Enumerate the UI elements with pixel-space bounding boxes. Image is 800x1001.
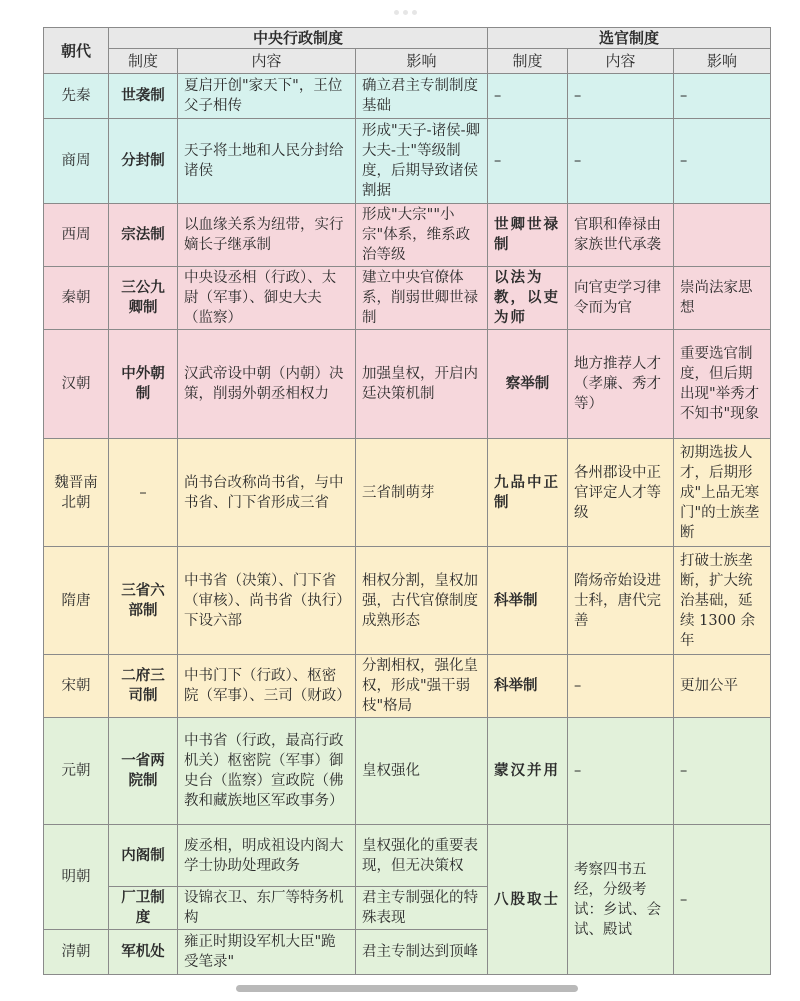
content-cell: 中书门下（行政）、枢密院（军事）、三司（财政） bbox=[178, 655, 356, 718]
sel-impact-cell: – bbox=[674, 825, 771, 975]
sel-impact-cell: – bbox=[674, 74, 771, 119]
sel-content-cell: – bbox=[568, 655, 674, 718]
dynasty-cell: 清朝 bbox=[44, 930, 109, 975]
header-official-selection: 选官制度 bbox=[488, 28, 771, 49]
header-sel-content: 内容 bbox=[568, 49, 674, 74]
system-cell: 三省六部制 bbox=[109, 547, 178, 655]
page-dot[interactable] bbox=[394, 10, 399, 15]
page-indicator bbox=[394, 10, 417, 15]
history-systems-table bbox=[43, 27, 771, 975]
sel-impact-cell: 崇尚法家思想 bbox=[674, 267, 771, 330]
table-row bbox=[44, 439, 771, 547]
impact-cell: 君主专制强化的特殊表现 bbox=[356, 887, 488, 930]
table-row bbox=[44, 119, 771, 204]
content-cell: 天子将土地和人民分封给诸侯 bbox=[178, 119, 356, 204]
sel-system-cell: 世卿世禄制 bbox=[488, 204, 568, 267]
impact-cell: 建立中央官僚体系，削弱世卿世禄制 bbox=[356, 267, 488, 330]
sel-content-cell: – bbox=[568, 74, 674, 119]
dynasty-cell: 商周 bbox=[44, 119, 109, 204]
impact-cell: 三省制萌芽 bbox=[356, 439, 488, 547]
sel-system-cell: 以法为教，以吏为师 bbox=[488, 267, 568, 330]
sel-impact-cell: – bbox=[674, 119, 771, 204]
content-cell: 尚书台改称尚书省，与中书省、门下省形成三省 bbox=[178, 439, 356, 547]
dynasty-cell: 秦朝 bbox=[44, 267, 109, 330]
sel-content-cell: 考察四书五经，分级考试：乡试、会试、殿试 bbox=[568, 825, 674, 975]
page-dot[interactable] bbox=[403, 10, 408, 15]
system-cell: 分封制 bbox=[109, 119, 178, 204]
header-central-admin: 中央行政制度 bbox=[109, 28, 488, 49]
sel-content-cell: 各州郡设中正官评定人才等级 bbox=[568, 439, 674, 547]
sel-impact-cell: – bbox=[674, 718, 771, 825]
header-system: 制度 bbox=[109, 49, 178, 74]
sel-impact-cell bbox=[674, 204, 771, 267]
sel-content-cell: 向官吏学习律令而为官 bbox=[568, 267, 674, 330]
dynasty-cell: 先秦 bbox=[44, 74, 109, 119]
content-cell: 汉武帝设中朝（内朝）决策，削弱外朝丞相权力 bbox=[178, 330, 356, 439]
impact-cell: 形成"大宗""小宗"体系，维系政治等级 bbox=[356, 204, 488, 267]
dynasty-cell: 魏晋南北朝 bbox=[44, 439, 109, 547]
impact-cell: 君主专制达到顶峰 bbox=[356, 930, 488, 975]
table-row bbox=[44, 330, 771, 439]
sel-content-cell: 地方推荐人才（孝廉、秀才等） bbox=[568, 330, 674, 439]
header-dynasty: 朝代 bbox=[44, 28, 109, 74]
system-cell: 军机处 bbox=[109, 930, 178, 975]
sel-content-cell: 官职和俸禄由家族世代承袭 bbox=[568, 204, 674, 267]
dynasty-cell: 元朝 bbox=[44, 718, 109, 825]
system-cell: 二府三司制 bbox=[109, 655, 178, 718]
table-row bbox=[44, 547, 771, 655]
dynasty-cell: 宋朝 bbox=[44, 655, 109, 718]
system-cell: 三公九卿制 bbox=[109, 267, 178, 330]
sel-system-cell: – bbox=[488, 74, 568, 119]
sel-impact-cell: 重要选官制度，但后期出现"举秀才不知书"现象 bbox=[674, 330, 771, 439]
sel-content-cell: 隋炀帝始设进士科，唐代完善 bbox=[568, 547, 674, 655]
content-cell: 中央设丞相（行政）、太尉（军事）、御史大夫（监察） bbox=[178, 267, 356, 330]
impact-cell: 加强皇权，开启内廷决策机制 bbox=[356, 330, 488, 439]
table-row bbox=[44, 74, 771, 119]
content-cell: 中书省（行政，最高行政机关）枢密院（军事）御史台（监察）宣政院（佛教和藏族地区军政事务） bbox=[178, 718, 356, 825]
content-cell: 中书省（决策）、门下省（审核）、尚书省（执行）下设六部 bbox=[178, 547, 356, 655]
system-cell: 宗法制 bbox=[109, 204, 178, 267]
impact-cell: 皇权强化的重要表现，但无决策权 bbox=[356, 825, 488, 887]
sel-system-cell: 科举制 bbox=[488, 547, 568, 655]
table-row bbox=[44, 718, 771, 825]
content-cell: 以血缘关系为纽带，实行嫡长子继承制 bbox=[178, 204, 356, 267]
sel-system-cell: 科举制 bbox=[488, 655, 568, 718]
header-sel-system: 制度 bbox=[488, 49, 568, 74]
sel-system-cell: 八股取士 bbox=[488, 825, 568, 975]
sel-system-cell: – bbox=[488, 119, 568, 204]
table-row bbox=[44, 267, 771, 330]
content-cell: 设锦衣卫、东厂等特务机构 bbox=[178, 887, 356, 930]
sel-system-cell: 九品中正制 bbox=[488, 439, 568, 547]
header-sel-impact: 影响 bbox=[674, 49, 771, 74]
sel-impact-cell: 打破士族垄断，扩大统治基础，延续 1300 余年 bbox=[674, 547, 771, 655]
content-cell: 废丞相，明成祖设内阁大学士协助处理政务 bbox=[178, 825, 356, 887]
table-row bbox=[44, 204, 771, 267]
system-cell: 厂卫制度 bbox=[109, 887, 178, 930]
system-cell: 一省两院制 bbox=[109, 718, 178, 825]
impact-cell: 分割相权，强化皇权，形成"强干弱枝"格局 bbox=[356, 655, 488, 718]
impact-cell: 形成"天子-诸侯-卿大夫-士"等级制度，后期导致诸侯割据 bbox=[356, 119, 488, 204]
table-row bbox=[44, 825, 771, 887]
sel-impact-cell: 初期选拔人才，后期形成"上品无寒门"的士族垄断 bbox=[674, 439, 771, 547]
impact-cell: 皇权强化 bbox=[356, 718, 488, 825]
system-cell: 中外朝制 bbox=[109, 330, 178, 439]
horizontal-scrollbar[interactable] bbox=[236, 985, 578, 992]
table-row bbox=[44, 655, 771, 718]
sel-system-cell: 蒙汉并用 bbox=[488, 718, 568, 825]
header-impact: 影响 bbox=[356, 49, 488, 74]
dynasty-cell: 隋唐 bbox=[44, 547, 109, 655]
header-content: 内容 bbox=[178, 49, 356, 74]
system-cell: – bbox=[109, 439, 178, 547]
sel-impact-cell: 更加公平 bbox=[674, 655, 771, 718]
system-cell: 世袭制 bbox=[109, 74, 178, 119]
impact-cell: 确立君主专制制度基础 bbox=[356, 74, 488, 119]
content-cell: 雍正时期设军机大臣"跪受笔录" bbox=[178, 930, 356, 975]
dynasty-cell: 汉朝 bbox=[44, 330, 109, 439]
dynasty-cell: 西周 bbox=[44, 204, 109, 267]
sel-content-cell: – bbox=[568, 119, 674, 204]
dynasty-cell: 明朝 bbox=[44, 825, 109, 930]
sel-content-cell: – bbox=[568, 718, 674, 825]
content-cell: 夏启开创"家天下"，王位父子相传 bbox=[178, 74, 356, 119]
system-cell: 内阁制 bbox=[109, 825, 178, 887]
page-dot[interactable] bbox=[412, 10, 417, 15]
sel-system-cell: 察举制 bbox=[488, 330, 568, 439]
impact-cell: 相权分割，皇权加强，古代官僚制度成熟形态 bbox=[356, 547, 488, 655]
